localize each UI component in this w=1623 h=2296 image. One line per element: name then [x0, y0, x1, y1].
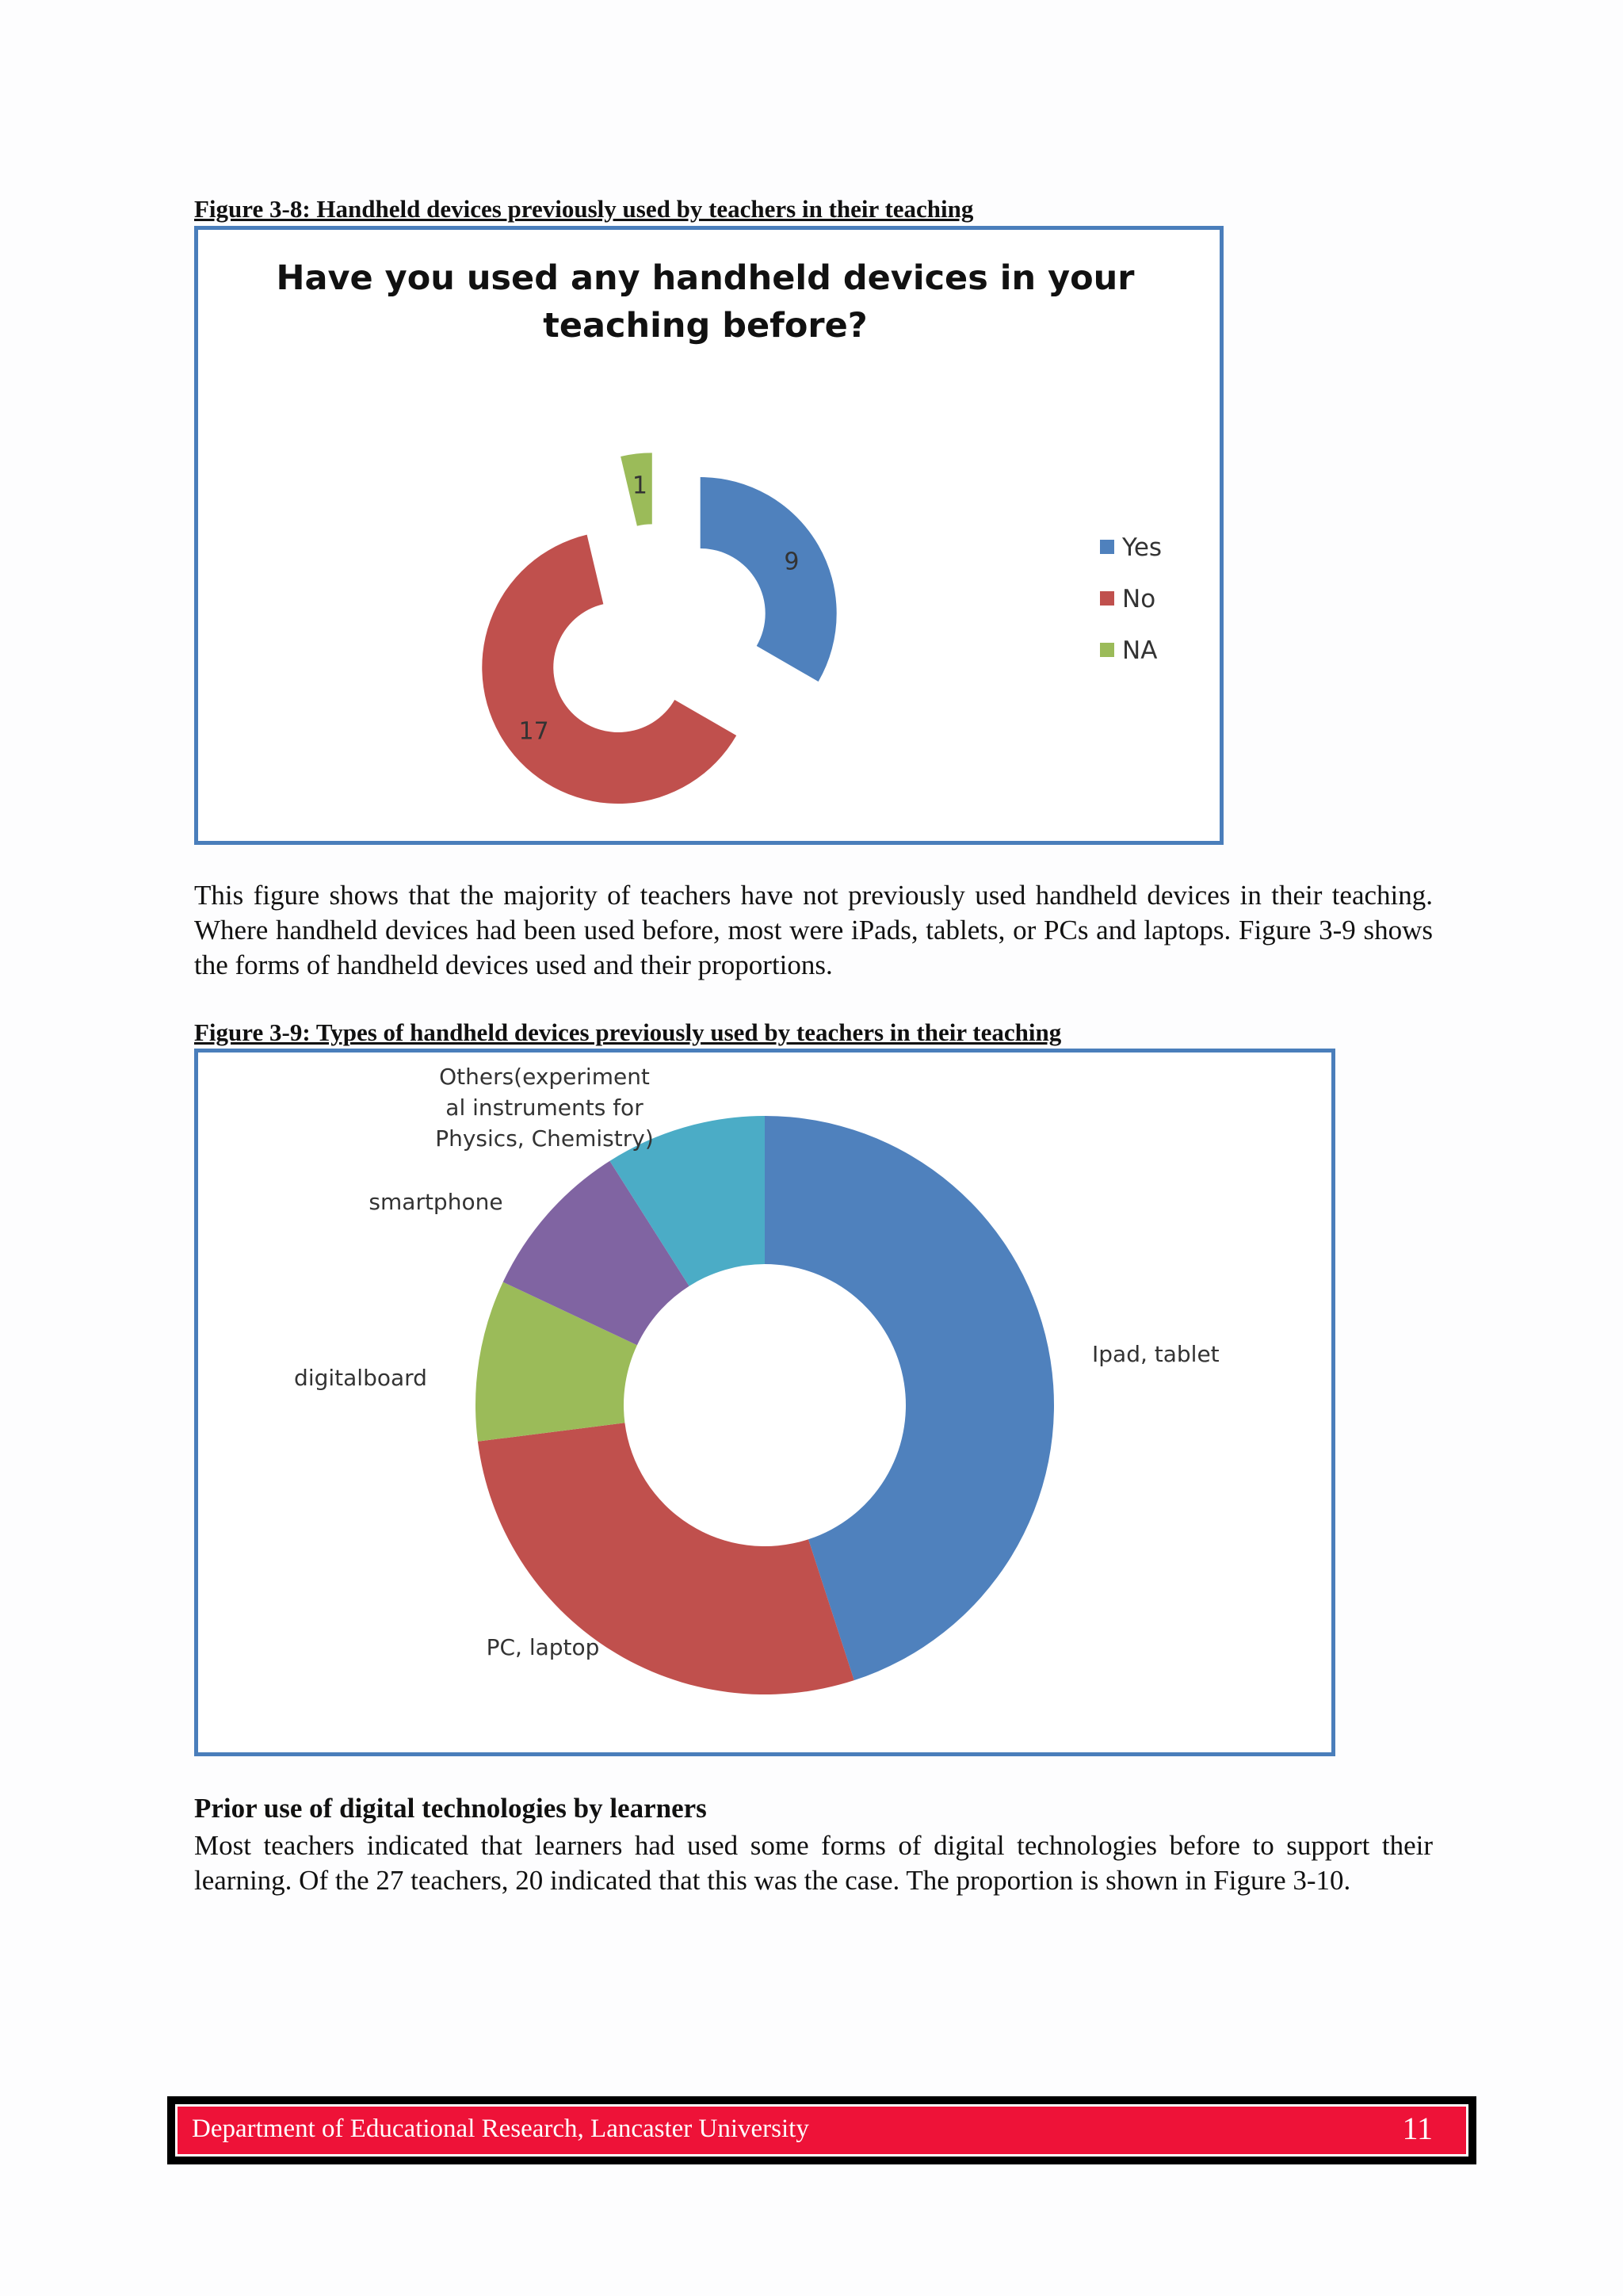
- body-paragraph-1: This figure shows that the majority of teachers have not previously used handheld devices in their teaching. Where handheld devices had been used before, most were iPads, tablets, or PCs and laptops. Figure 3-9 shows the forms of handheld devices used and their proportions.: [194, 880, 1433, 980]
- category-label-others-experiment-al-instrumen-line-3: Physics, Chemistry): [435, 1125, 654, 1152]
- category-label-pc-laptop-line-1: PC, laptop: [486, 1634, 600, 1660]
- data-label-no: 17: [518, 717, 549, 746]
- figure-3-8-frame: [194, 226, 1224, 845]
- data-label-yes: 9: [784, 548, 800, 576]
- legend-swatch-no: [1100, 591, 1114, 606]
- category-label-digitalboard-line-1: digitalboard: [294, 1365, 427, 1391]
- legend-label-no: No: [1122, 585, 1156, 613]
- data-label-na: 1: [632, 472, 647, 500]
- legend-swatch-yes: [1100, 540, 1114, 554]
- chart-title-line-1: Have you used any handheld devices in your: [276, 258, 1135, 298]
- category-label-smartphone-line-1: smartphone: [369, 1189, 503, 1215]
- category-label-ipad-tablet-line-1: Ipad, tablet: [1092, 1341, 1220, 1367]
- figure-3-9-frame: [194, 1049, 1335, 1756]
- chart-handheld-usage: [198, 230, 1220, 841]
- chart-device-types: [198, 1052, 1331, 1752]
- chart-title-line-2: teaching before?: [543, 306, 868, 346]
- page-footer: [167, 2096, 1476, 2164]
- legend-label-na: NA: [1122, 636, 1158, 665]
- figure-3-8-caption: Figure 3-8: Handheld devices previously used by teachers in their teaching: [194, 195, 974, 223]
- legend-label-yes: Yes: [1122, 533, 1163, 562]
- category-label-others-experiment-al-instrumen-line-1: Others(experiment: [439, 1064, 650, 1090]
- legend-swatch-na: [1100, 643, 1114, 657]
- section-paragraph: Most teachers indicated that learners had used some forms of digital technologies before to support their learning. Of the 27 teachers, 20 indicated that this was the case. The proportion is shown in Figure 3-10.: [194, 1830, 1433, 1896]
- page-number: 11: [1402, 2111, 1433, 2146]
- section-heading: Prior use of digital technologies by learners: [194, 1793, 707, 1824]
- figure-3-9-caption: Figure 3-9: Types of handheld devices previously used by teachers in their teaching: [194, 1018, 1062, 1046]
- category-label-others-experiment-al-instrumen-line-2: al instruments for: [445, 1095, 643, 1121]
- footer-band: [175, 2104, 1468, 2157]
- slice-no: [482, 535, 736, 804]
- slice-yes: [701, 477, 837, 682]
- footer-text: Department of Educational Research, Lancaster University: [192, 2115, 809, 2143]
